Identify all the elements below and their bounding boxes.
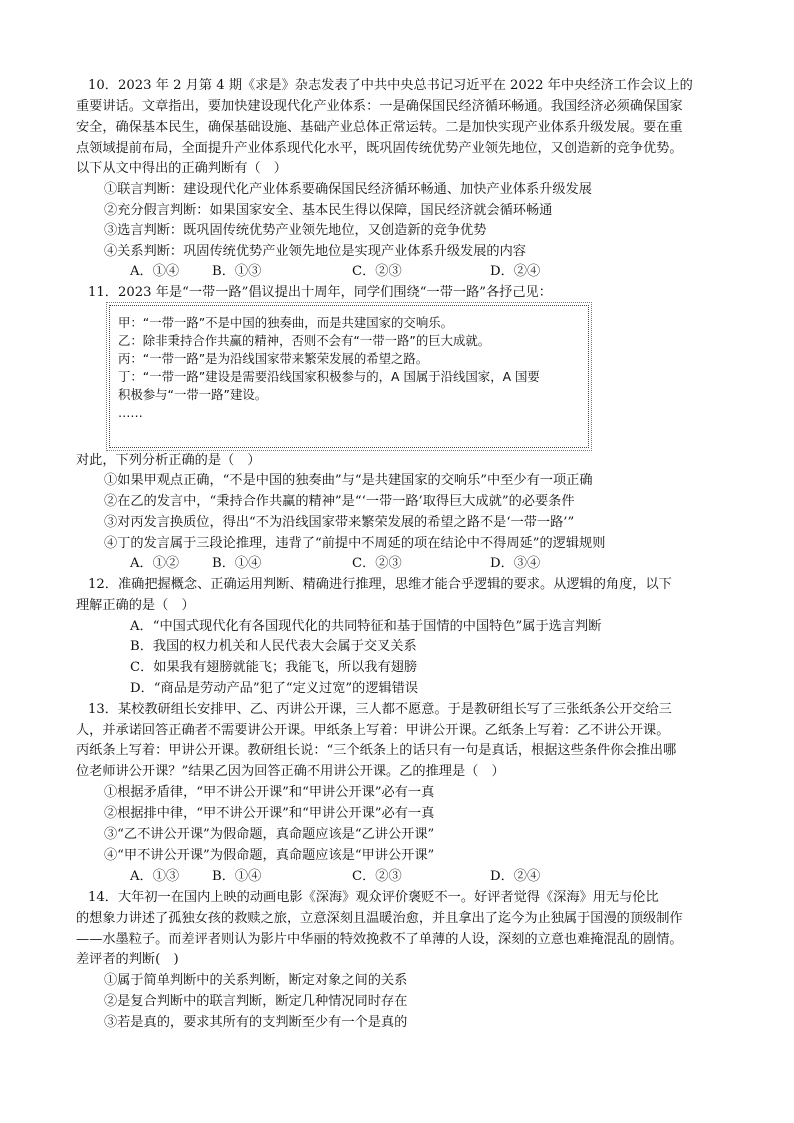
q14-statement-2: ②是复合判断中的联言判断，断定几种情况同时存在 — [104, 994, 408, 1009]
q11-choice-b[interactable]: B．①④ — [212, 556, 262, 571]
q12-line-1: 12．准确把握概念、正确运用判断、精确进行推理，思维才能合乎逻辑的要求。从逻辑的角度，以下 — [88, 577, 672, 592]
q11-question: 对此，下列分析正确的是（ ） — [76, 453, 261, 468]
q11-statement-4: ④丁的发言属于三段论推理，违背了“前提中不周延的项在结论中不得周延”的逻辑规则 — [104, 536, 606, 551]
q14-line-2: 的想象力讲述了孤独女孩的救赎之旅，立意深刻且温暖治愈，并且拿出了迄今为止独属于国漫的顶级制作 — [76, 911, 683, 926]
q12-option-d[interactable]: D．“商品是劳动产品”犯了“定义过宽”的逻辑错误 — [130, 681, 419, 696]
q10-line-4: 点领域提前布局，全面提升产业体系现代化水平，既巩固传统优势产业领先地位，又创造新的竞争优势。 — [76, 141, 683, 156]
q11-choice-c[interactable]: C．②③ — [352, 556, 402, 571]
q10-statement-2: ②充分假言判断：如果国家安全、基本民生得以保障，国民经济就会循环畅通 — [104, 203, 553, 218]
q13-line-4: 位老师讲公开课？”结果乙因为回答正确不用讲公开课。乙的推理是（ ） — [76, 764, 505, 779]
q14-statement-1: ①属于简单判断中的关系判断，断定对象之间的关系 — [104, 973, 408, 988]
q13-line-2: 人，并承诺回答正确者不需要讲公开课。甲纸条上写着：甲讲公开课。乙纸条上写着：乙不讲公开课。 — [76, 723, 670, 738]
q13-choice-a[interactable]: A．①③ — [130, 869, 180, 884]
q11-choice-a[interactable]: A．①② — [130, 556, 180, 571]
q11-statement-2: ②在乙的发言中，“秉持合作共赢的精神”是“‘一带一路’取得巨大成就”的必要条件 — [104, 494, 575, 509]
q10-choice-b[interactable]: B．①③ — [212, 264, 262, 279]
q12-option-a[interactable]: A．“中国式现代化有各国现代化的共同特征和基于国情的中国特色”属于选言判断 — [130, 619, 602, 634]
q13-statement-3: ③“乙不讲公开课”为假命题，真命题应该是“乙讲公开课” — [104, 827, 435, 842]
q11-choice-d[interactable]: D．③④ — [490, 556, 541, 571]
q13-statement-1: ①根据矛盾律，“甲不讲公开课”和“甲讲公开课”必有一真 — [104, 785, 435, 800]
q11-box-line-1: 甲：“一带一路”不是中国的独奏曲，而是共建国家的交响乐。 — [118, 315, 453, 330]
q10-statement-1: ①联言判断：建设现代化产业体系要确保国民经济循环畅通、加快产业体系升级发展 — [104, 182, 592, 197]
q11-statement-1: ①如果甲观点正确，“不是中国的独奏曲”与“是共建国家的交响乐”中至少有一项正确 — [104, 473, 593, 488]
q11-statement-3: ③对丙发言换质位，得出“不为沿线国家带来繁荣发展的希望之路不是‘一带一路’” — [104, 515, 575, 530]
q10-choice-a[interactable]: A．①④ — [130, 264, 180, 279]
q14-line-4: 差评者的判断( ) — [76, 952, 179, 967]
q13-choice-d[interactable]: D．②④ — [490, 869, 541, 884]
q12-option-b[interactable]: B．我国的权力机关和人民代表大会属于交叉关系 — [130, 639, 417, 654]
q10-choice-d[interactable]: D．②④ — [490, 264, 541, 279]
q11-intro: 11．2023 年是“一带一路”倡议提出十周年，同学们围绕“一带一路”各抒己见： — [88, 285, 552, 300]
q10-line-5: 以下从文中得出的正确判断有（ ） — [76, 161, 287, 176]
q10-statement-4: ④关系判断：巩固传统优势产业领先地位是实现产业体系升级发展的内容 — [104, 244, 526, 259]
q10-choice-c[interactable]: C．②③ — [352, 264, 402, 279]
q14-line-1: 14．大年初一在国内上映的动画电影《深海》观众评价褒贬不一。好评者觉得《深海》用无与伦比 — [88, 890, 659, 905]
q14-line-3: ——水墨粒子。而差评者则认为影片中华丽的特效挽救不了单薄的人设，深刻的立意也难掩混乱的剧情。 — [76, 932, 683, 947]
q14-statement-3: ③若是真的，要求其所有的支判断至少有一个是真的 — [104, 1015, 408, 1030]
q11-box-line-4: 丁：“一带一路”建设是需要沿线国家积极参与的，A 国属于沿线国家，A 国要 — [118, 369, 540, 384]
q11-box-line-2: 乙：除非秉持合作共赢的精神，否则不会有“一带一路”的巨大成就。 — [118, 333, 491, 348]
q10-line-1: 10．2023 年 2 月第 4 期《求是》杂志发表了中共中央总书记习近平在 2022 年中央经济工作会议上的 — [88, 78, 693, 93]
q13-choice-c[interactable]: C．②③ — [352, 869, 402, 884]
q10-line-3: 安全，确保基本民生，确保基础设施、基础产业总体正常运转。二是加快实现产业体系升级发展。要在重 — [76, 120, 683, 135]
q11-box-line-3: 丙：“一带一路”是为沿线国家带来繁荣发展的希望之路。 — [118, 351, 429, 366]
q11-box-line-6: …… — [118, 405, 143, 420]
q11-box-line-5: 积极参与“一带一路”建设。 — [118, 387, 268, 402]
q13-line-1: 13．某校教研组长安排甲、乙、丙讲公开课，三人都不愿意。于是教研组长写了三张纸条公开交给三 — [88, 702, 672, 717]
q10-statement-3: ③选言判断：既巩固传统优势产业领先地位，又创造新的竞争优势 — [104, 223, 487, 238]
q12-line-2: 理解正确的是（ ） — [76, 598, 195, 613]
q13-statement-4: ④“甲不讲公开课”为假命题，真命题应该是“甲讲公开课” — [104, 848, 435, 863]
q13-statement-2: ②根据排中律，“甲不讲公开课”和“甲讲公开课”必有一真 — [104, 806, 435, 821]
q12-option-c[interactable]: C．如果我有翅膀就能飞；我能飞，所以我有翅膀 — [130, 660, 418, 675]
q13-choice-b[interactable]: B．①④ — [212, 869, 262, 884]
q10-line-2: 重要讲话。文章指出，要加快建设现代化产业体系：一是确保国民经济循环畅通。我国经济必须确保国家 — [76, 99, 683, 114]
q13-line-3: 丙纸条上写着：甲讲公开课。教研组长说：“三个纸条上的话只有一句是真话，根据这些条件你会推出哪 — [76, 743, 677, 758]
